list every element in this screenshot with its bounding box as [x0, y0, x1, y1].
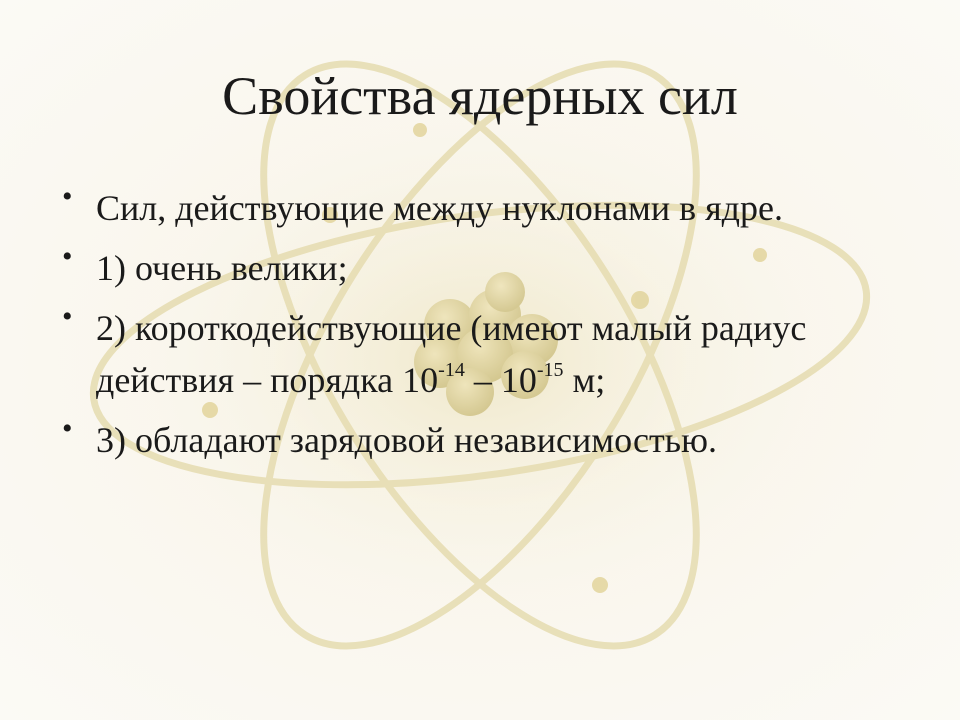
bullet-text-part: – 10 — [464, 360, 537, 400]
bullet-item — [60, 302, 860, 406]
bullet-text: 1) очень велики; — [96, 248, 348, 288]
bullet-icon: • — [62, 300, 73, 333]
exponent: -14 — [438, 359, 465, 381]
bullet-item — [60, 182, 860, 234]
bullet-icon: • — [62, 180, 73, 213]
electron — [592, 577, 608, 593]
bullet-list — [60, 182, 860, 474]
bullet-text-part: 2) короткодействующие (имеют малый радиус действия – порядка 10 — [96, 308, 807, 400]
bullet-icon: • — [62, 412, 73, 445]
bullet-text: Сил, действующие между нуклонами в ядре. — [96, 188, 783, 228]
bullet-item — [60, 242, 860, 294]
bullet-text-part: м; — [563, 360, 606, 400]
bullet-item — [60, 414, 860, 466]
exponent: -15 — [536, 359, 564, 381]
bullet-text: 3) обладают зарядовой независимостью. — [96, 420, 717, 460]
slide-title: Свойства ядерных сил — [222, 66, 738, 126]
bullet-icon: • — [62, 240, 73, 273]
bullet-text — [96, 308, 806, 400]
